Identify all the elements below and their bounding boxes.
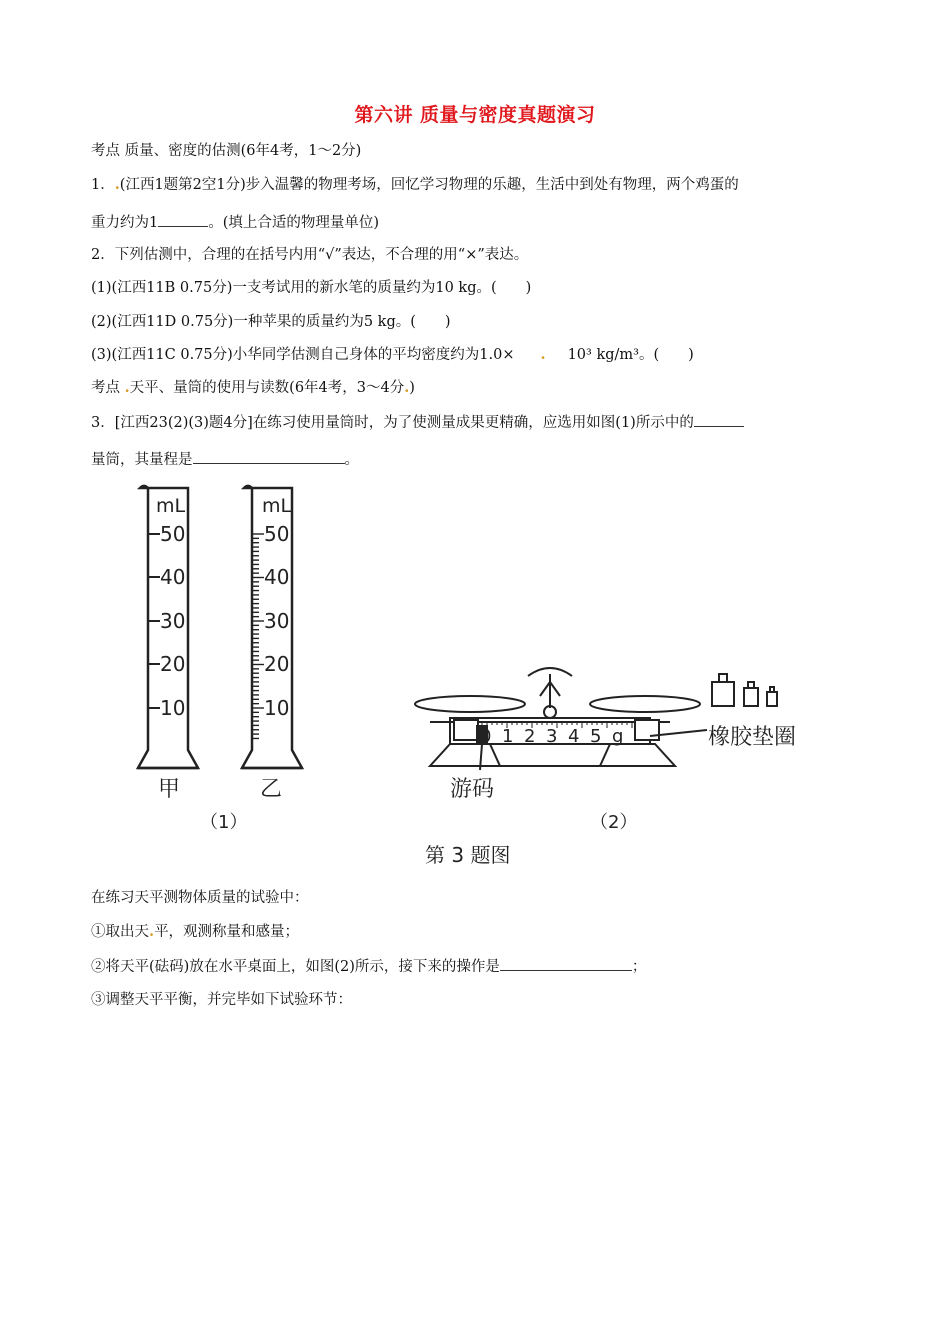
question-text: ；: [631, 959, 647, 975]
question-1-line-2: [91, 211, 379, 232]
question-text: ②将天平(砝码)放在水平桌面上，如图(2)所示，接下来的操作是: [91, 959, 500, 975]
label-rubber-ring: 橡胶垫圈: [708, 725, 797, 750]
question-text: 重力约为1: [91, 215, 159, 231]
step-1: [91, 920, 299, 941]
cylinder-label-b: 乙: [260, 777, 283, 802]
tick-label: 20: [264, 652, 290, 676]
tick-label: 40: [160, 565, 186, 589]
scale-digit: 4: [568, 726, 580, 747]
question-text: 。: [344, 452, 359, 468]
question-text: (江西1题第2空1分)步入温馨的物理考场，回忆学习物理的乐趣，生活中到处有物理，两个鸡蛋的: [119, 177, 739, 193]
question-3-line-1: [91, 411, 744, 432]
topic-heading-2: [91, 376, 415, 397]
question-text: 平，观测称量和感量；: [154, 924, 300, 940]
scale-digit: 5: [590, 726, 602, 747]
question-text: 3．[江西23(2)(3)题4分]在练习使用量筒时，为了使测量成果更精确，应选用如图(1)所示中的: [91, 415, 694, 431]
tick-label: 30: [160, 609, 186, 633]
dot-mark: .: [124, 379, 130, 396]
question-text: 天平、量筒的使用与读数(6年4考，3～4分: [129, 380, 405, 396]
label-rider: 游码: [450, 777, 495, 802]
step-3: ③调整天平平衡，并完毕如下试验环节：: [91, 992, 352, 1008]
question-1-line-1: [91, 173, 739, 194]
balance-drawing: [415, 668, 777, 770]
dot-mark: .: [149, 923, 155, 940]
figure-caption-1: （1）: [200, 812, 248, 833]
question-text: 量筒，其量程是: [91, 452, 193, 468]
step-2: [91, 955, 646, 976]
question-3-line-2: [91, 448, 359, 469]
unit-label-b: mL: [262, 495, 292, 517]
tick-label: 10: [264, 696, 290, 720]
question-2-stem: 2．下列估测中，合理的在括号内用“√”表达，不合理的用“×”表达。: [91, 247, 529, 263]
question-2-item-1: (1)(江西11B 0.75分)一支考试用的新水笔的质量约为10 kg。( ): [91, 280, 532, 296]
cylinder-label-a: 甲: [158, 777, 181, 802]
question-text: ①取出天: [91, 924, 149, 940]
question-text: 。(填上合适的物理量单位): [208, 215, 380, 231]
tick-label: 50: [264, 522, 290, 546]
tick-label: 20: [160, 652, 186, 676]
scale-digit: 0: [480, 726, 492, 747]
figure-caption: 第 3 题图: [425, 843, 511, 867]
tick-label: 40: [264, 565, 290, 589]
question-text: ): [409, 380, 415, 396]
question-2-item-2: (2)(江西11D 0.75分)一种苹果的质量约为5 kg。( ): [91, 314, 451, 330]
page-title: 第六讲 质量与密度真题演习: [354, 104, 596, 126]
dot-mark: .: [540, 346, 546, 363]
question-2-item-3: [91, 343, 694, 364]
question-number: 1．: [91, 177, 115, 193]
tick-label: 10: [160, 696, 186, 720]
scale-digit: 2: [524, 726, 536, 747]
scale-digit: 1: [502, 726, 514, 747]
scale-digit: g: [612, 726, 624, 747]
question-text: 10³ kg/m³。( ): [567, 347, 694, 363]
figure-caption-2: （2）: [590, 812, 638, 833]
scale-digit: 3: [546, 726, 558, 747]
figure-3: [130, 478, 820, 878]
dot-mark: .: [404, 379, 410, 396]
tick-label: 50: [160, 522, 186, 546]
dot-mark: .: [114, 176, 120, 193]
tick-label: 30: [264, 609, 290, 633]
topic-heading-1: 考点 质量、密度的估测(6年4考，1～2分): [91, 143, 362, 159]
answer-blank[interactable]: [694, 412, 744, 427]
answer-blank[interactable]: [193, 449, 345, 464]
question-text: 考点: [91, 380, 125, 396]
unit-label-a: mL: [156, 495, 186, 517]
answer-blank[interactable]: [500, 956, 632, 971]
balance-intro: 在练习天平测物体质量的试验中：: [91, 890, 309, 906]
question-text: (3)(江西11C 0.75分)小华同学估测自己身体的平均密度约为1.0×: [91, 347, 515, 363]
answer-blank[interactable]: [158, 212, 208, 227]
